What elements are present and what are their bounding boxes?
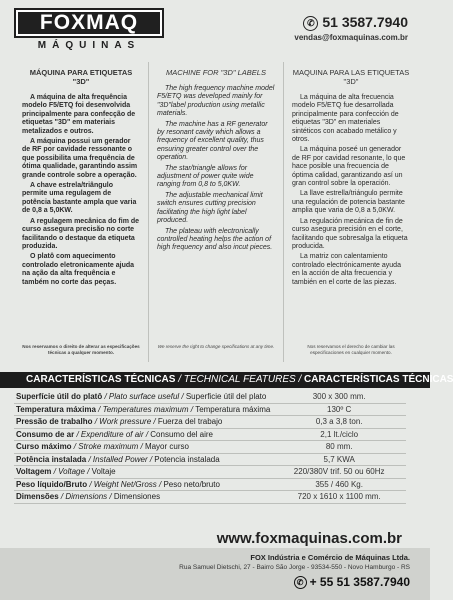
header-phone <box>303 14 408 31</box>
spec-separator: / <box>95 404 103 414</box>
spec-separator: / <box>71 442 79 452</box>
spec-label <box>14 403 272 416</box>
column-title: MACHINE FOR "3D" LABELS <box>166 68 266 77</box>
spec-value: 80 mm. <box>272 441 406 454</box>
paragraph: A máquina possui um gerador de RF por cavidade ressonante o que possibilita uma frequência de ótima qualidade, garantindo assim grande controle sobre a operação. <box>22 138 138 179</box>
spec-row <box>14 403 406 416</box>
spec-label-en: Weight Net/Gross <box>93 479 157 489</box>
spec-label <box>14 478 272 491</box>
spec-label-pt: Potência instalada <box>16 454 87 464</box>
spec-value: 0,3 a 3,8 ton. <box>272 416 406 429</box>
column-title: MAQUINA PARA LAS ETIQUETAS "3D" <box>292 68 410 86</box>
spec-value: 5,7 KWA <box>272 453 406 466</box>
spec-label <box>14 391 272 403</box>
column-spanish <box>283 62 418 362</box>
company-name: FOX Indústria e Comércio de Máquinas Ltda. <box>250 553 410 562</box>
logo-sub-text: MÁQUINAS <box>37 40 141 51</box>
header-phone-number: 51 3587.7940 <box>322 14 408 30</box>
spec-label <box>14 491 272 504</box>
column-title: MÁQUINA PARA ETIQUETAS "3D" <box>29 68 133 86</box>
spec-separator: / <box>58 492 66 502</box>
spec-label-pt: Temperatura máxima <box>16 404 96 414</box>
spec-label-en: Dimensions <box>65 492 108 502</box>
spec-label-es: Consumo del aire <box>150 429 213 439</box>
spec-label-pt: Pressão de trabalho <box>16 417 93 427</box>
spec-label-pt: Consumo de ar <box>16 429 75 439</box>
spec-label-en: Expenditure of air <box>80 429 144 439</box>
spec-separator: / <box>86 454 93 464</box>
specbar-separator: / <box>295 374 305 385</box>
spec-label <box>14 441 272 454</box>
column-english <box>148 62 283 362</box>
paragraph: The machine has a RF generator by resonant cavity which allows a frequency of excellent quality, thus ensuring greater control over the operation. <box>157 120 268 162</box>
spec-value: 130º C <box>272 403 406 416</box>
spec-separator: / <box>179 392 186 402</box>
column-note: Nos reservamos el derecho de cambiar las especificaciones en cualquier momento. <box>307 344 395 355</box>
spec-label-en: Temperatures maximum <box>102 404 189 414</box>
spec-value: 720 x 1610 x 1100 mm. <box>272 491 406 504</box>
spec-separator: / <box>156 479 164 489</box>
spec-separator: / <box>143 429 151 439</box>
spec-value: 220/380V trif. 50 ou 60Hz <box>272 466 406 479</box>
spec-label-es: Peso neto/bruto <box>163 479 220 489</box>
paragraph: La máquina de alta frecuencia modelo F5/ETQ fue desarrollada principalmente para confección de etiquetas "3D" en materiales sintéticos con acabado metálico y otros. <box>292 94 399 144</box>
specbar-title-en: TECHNICAL FEATURES <box>183 374 296 385</box>
footer-phone <box>0 575 410 589</box>
paragraph: The star/triangle allows for adjustment of power quite wide ranging from 0,8 to 5,0KW. <box>157 164 254 189</box>
spec-separator: / <box>147 454 155 464</box>
description-columns <box>14 62 418 362</box>
logo-main-text: FOXMAQ <box>14 8 164 38</box>
spec-label-en: Installed Power <box>92 454 148 464</box>
foxmaq-logo <box>14 8 164 51</box>
company-address: Rua Samuel Dietschi, 27 - Bairro São Jorge - 93534-550 - Novo Hamburgo - RS <box>179 564 410 571</box>
spec-separator: / <box>51 467 59 477</box>
spec-table <box>14 391 406 504</box>
paragraph: La máquina poseé un generador de RF por cavidad resonante, lo que hace posible una frecuencia de óptima calidad, garantizando así un gran control sobre la operación. <box>292 146 406 188</box>
specbar-title-es: CARACTERÍSTICAS TÉCNICAS <box>304 374 453 385</box>
spec-separator: / <box>102 392 109 402</box>
spec-label-en: Work pressure <box>99 417 152 427</box>
spec-separator: / <box>107 492 114 502</box>
column-note: We reserve the right to change specifications at any time. <box>157 344 275 349</box>
spec-separator: / <box>151 417 158 427</box>
paragraph: La regulación mecánica de fin de curso asegura precisión en el corte, facilitando que sobresalga la etiqueta producida. <box>292 217 408 250</box>
column-note: Nos reservamos o direito de alterar as especificações técnicas a qualquer momento. <box>22 344 140 355</box>
spec-label-es: Mayor curso <box>144 442 189 452</box>
spec-label-pt: Curso máximo <box>16 442 72 452</box>
paragraph: La llave estrella/triángulo permite una regulación de potencia bastante amplia que varia de 0,8 a 5,0KW. <box>292 190 405 215</box>
spec-row <box>14 466 406 479</box>
spec-row <box>14 428 406 441</box>
paragraph: A regulagem mecânica do fim de curso assegura precisão no corte facilitando o destaque da etiqueta produzida. <box>22 217 140 250</box>
spec-label <box>14 466 272 479</box>
spec-label-pt: Voltagem <box>16 467 52 477</box>
phone-icon: ✆ <box>294 576 307 589</box>
spec-separator: / <box>74 429 81 439</box>
header-email: vendas@foxmaquinas.com.br <box>294 33 408 42</box>
spec-row <box>14 391 406 403</box>
spec-value: 2,1 lt./ciclo <box>272 428 406 441</box>
spec-separator: / <box>138 442 145 452</box>
spec-label <box>14 428 272 441</box>
spec-label-en: Voltage <box>58 467 85 477</box>
paragraph: A máquina de alta frequência modelo F5/ETQ foi desenvolvida principalmente para confecção de etiquetas "3D" em materiais metalizados e outros. <box>22 94 136 135</box>
spec-row <box>14 453 406 466</box>
spec-value: 300 x 300 mm. <box>272 391 406 403</box>
spec-label-en: Stroke maximum <box>78 442 139 452</box>
spec-value: 355 / 460 Kg. <box>272 478 406 491</box>
spec-label <box>14 453 272 466</box>
footer-phone-number: + 55 51 3587.7940 <box>309 575 410 589</box>
spec-separator: / <box>84 467 92 477</box>
spec-label-es: Superficie útil del plato <box>185 392 267 402</box>
spec-label-pt: Dimensões <box>16 492 59 502</box>
spec-row <box>14 441 406 454</box>
spec-separator: / <box>188 404 196 414</box>
specbar-title-pt: CARACTERÍSTICAS TÉCNICAS <box>26 374 176 385</box>
spec-row <box>14 491 406 504</box>
spec-row <box>14 416 406 429</box>
paragraph: The high frequency machine model F5/ETQ was developed mainly for "3D"label production using metallic materials. <box>157 85 275 118</box>
header <box>0 0 430 62</box>
spec-label-es: Fuerza del trabajo <box>157 417 223 427</box>
spec-separator: / <box>92 417 100 427</box>
column-portuguese <box>14 62 148 362</box>
spec-label-pt: Peso líquido/Bruto <box>16 479 88 489</box>
specbar-separator: / <box>178 374 184 385</box>
technical-features-bar <box>0 372 453 388</box>
phone-icon: ✆ <box>303 16 318 31</box>
spec-label-es: Voltaje <box>91 467 116 477</box>
spec-label-es: Temperatura máxima <box>195 404 271 414</box>
spec-label-pt: Superfície útil do platô <box>16 392 103 402</box>
paragraph: O platô com aquecimento controlado eletronicamente ajuda na ação da alta frequência e também no corte das peças. <box>22 253 135 286</box>
paragraph: A chave estrela/triângulo permite uma regulagem de potência bastante ampla que varia de 0,8 a 5,0KW. <box>22 182 137 215</box>
spec-label <box>14 416 272 429</box>
spec-label-es: Potencia instalada <box>154 454 220 464</box>
spec-label-es: Dimensiones <box>113 492 161 502</box>
website-url[interactable]: www.foxmaquinas.com.br <box>216 530 402 547</box>
paragraph: The plateau with electronically controlled heating helps the action of high frequency and also incut pieces. <box>157 227 273 252</box>
paragraph: The adjustable mechanical limit switch ensures cutting precision facilitating the high light label produced. <box>157 191 263 225</box>
spec-separator: / <box>87 479 94 489</box>
paragraph: La matriz con calentamiento controlado electrónicamente ayuda en la acción de alta frecuencia y también en el corte de las piezas. <box>292 253 401 286</box>
spec-row <box>14 478 406 491</box>
spec-label-en: Plato surface useful <box>108 392 180 402</box>
